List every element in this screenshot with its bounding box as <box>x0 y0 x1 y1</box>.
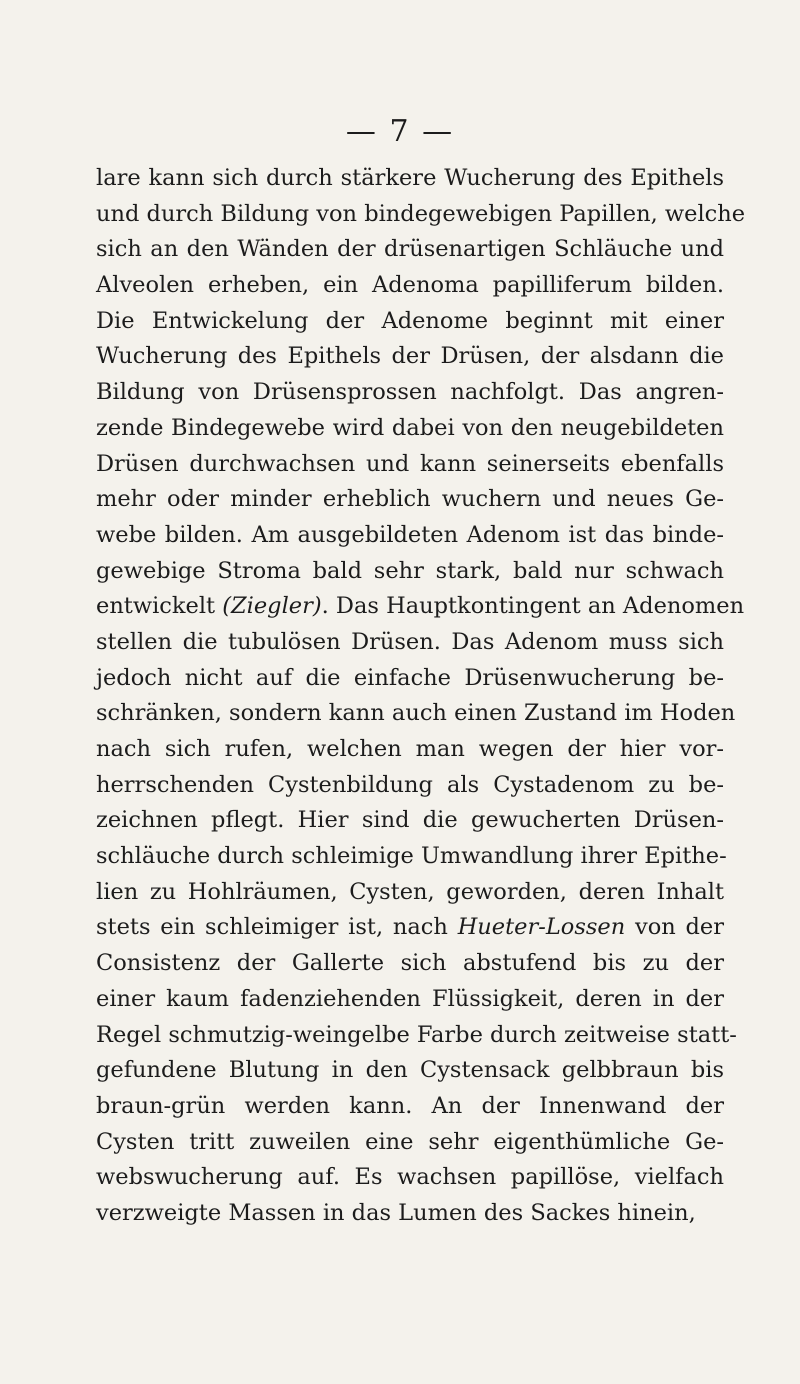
text-line: jedoch nicht auf die einfache Drüsenwucherung be- <box>96 664 724 691</box>
text-line: sich an den Wänden der drüsenartigen Schläuche und <box>96 236 724 263</box>
text-line: Bildung von Drüsensprossen nachfolgt. Das angren- <box>96 379 724 406</box>
text-line: schläuche durch schleimige Umwandlung ihrer Epithe- <box>96 843 727 870</box>
text-line: Drüsen durchwachsen und kann seinerseits ebenfalls <box>96 450 724 477</box>
text-line: mehr oder minder erheblich wuchern und neues Ge- <box>96 486 724 513</box>
page-number: — 7 — <box>345 114 455 149</box>
text-line: lien zu Hohlräumen, Cysten, geworden, deren Inhalt <box>96 878 724 905</box>
text-line: webe bilden. Am ausgebildeten Adenom ist das binde- <box>96 521 724 548</box>
citation-author: Hueter-Lossen <box>457 914 626 941</box>
text-line: gefundene Blutung in den Cystensack gelbbraun bis <box>96 1057 724 1084</box>
text-line: stellen die tubulösen Drüsen. Das Adenom muss sich <box>96 628 724 655</box>
citation-author: (Ziegler) <box>222 593 322 620</box>
text-line: herrschenden Cystenbildung als Cystadenom zu be- <box>96 771 724 798</box>
text-line: einer kaum fadenziehenden Flüssigkeit, deren in der <box>96 985 724 1012</box>
text-line: Cysten tritt zuweilen eine sehr eigenthümliche Ge- <box>96 1128 724 1155</box>
text-line: Regel schmutzig-weingelbe Farbe durch zeitweise statt- <box>96 1021 737 1048</box>
text-line: Die Entwickelung der Adenome beginnt mit einer <box>96 307 724 334</box>
text-line: zende Bindegewebe wird dabei von den neugebildeten <box>96 414 724 441</box>
text-run: stets ein schleimiger ist, nach <box>96 914 458 941</box>
text-line <box>96 910 724 946</box>
body-text <box>96 161 746 1232</box>
text-run: . Das Hauptkontingent an Adenomen <box>321 593 745 620</box>
text-line: Wucherung des Epithels der Drüsen, der alsdann die <box>96 343 724 370</box>
text-line: webswucherung auf. Es wachsen papillöse, vielfach <box>96 1164 724 1191</box>
text-line: nach sich rufen, welchen man wegen der hier vor- <box>96 736 724 762</box>
text-line <box>96 589 745 625</box>
text-line: braun-grün werden kann. An der Innenwand der <box>96 1092 724 1119</box>
text-line: zeichnen pflegt. Hier sind die gewucherten Drüsen- <box>96 807 724 834</box>
text-line: schränken, sondern kann auch einen Zustand im Hoden <box>96 700 736 727</box>
text-line: Consistenz der Gallerte sich abstufend bis zu der <box>96 950 724 977</box>
text-line: lare kann sich durch stärkere Wucherung des Epithels <box>96 165 724 191</box>
text-line: und durch Bildung von bindegewebigen Papillen, welche <box>96 200 746 227</box>
text-run: von der <box>625 914 724 941</box>
text-line: gewebige Stroma bald sehr stark, bald nur schwach <box>96 557 724 584</box>
text-run: entwickelt <box>96 593 223 620</box>
text-line: Alveolen erheben, ein Adenoma papilliferum bilden. <box>96 272 724 299</box>
text-line: verzweigte Massen in das Lumen des Sackes hinein, <box>96 1199 696 1226</box>
